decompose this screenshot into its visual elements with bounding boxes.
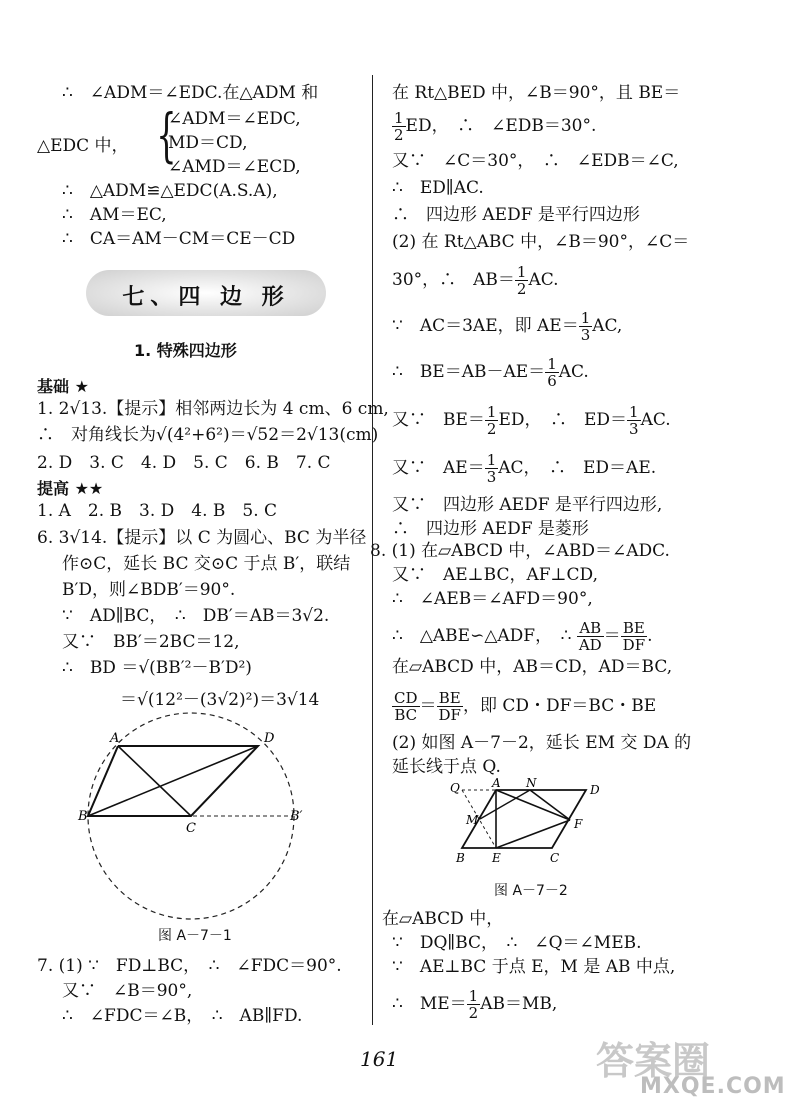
proof-line: MD＝CD,: [168, 133, 248, 153]
answer-line: 作⊙C，延长 BC 交⊙C 于点 B′，联结: [62, 554, 351, 574]
chapter-title: 七、四 边 形: [122, 285, 290, 310]
watermark-url: MXQE.COM: [640, 1074, 786, 1099]
chapter-banner: [86, 270, 326, 316]
level-basic: 基础 ★: [37, 377, 89, 396]
label-f: F: [574, 817, 583, 831]
label-n: N: [526, 776, 537, 790]
proof-line: ∠AMD＝∠ECD,: [168, 157, 301, 177]
answer-line: 1. A 2. B 3. D 4. B 5. C: [37, 501, 278, 521]
label-e: E: [492, 851, 501, 865]
proof-line: ∴ ∠ADM＝∠EDC.在△ADM 和: [62, 83, 319, 103]
answer-line: 又∵ AE⊥BC，AF⊥CD,: [392, 565, 598, 585]
answer-line: 又∵ 四边形 AEDF 是平行四边形,: [392, 495, 663, 515]
answer-line: ∴ 四边形 AEDF 是平行四边形: [392, 205, 640, 225]
answer-line: $\frac{1}{2}$ ED， ∴ ∠EDB＝30°.: [394, 109, 597, 144]
proof-line: ∴ AM＝EC,: [62, 205, 167, 225]
answer-line: ∴ BD ＝√(BB′²－B′D²): [62, 658, 252, 678]
answer-line: ＝√(12²－(3√2)²)＝3√14: [120, 690, 320, 710]
label-q: Q: [450, 781, 460, 795]
watermark-logo: 答案圈: [596, 1039, 711, 1083]
answer-line: ∴ △ABE∽△ADF， ∴ $\frac{AB}{AD}$ ＝ $\frac{BE}{DF}$ .: [392, 619, 653, 654]
line-ef: [496, 820, 570, 848]
figure-a-7-1: [78, 728, 310, 928]
diagonal-ac: [118, 746, 191, 816]
label-c: C: [186, 821, 196, 836]
answer-line: 又∵ BE＝ $\frac{1}{2}$ ED， ∴ ED＝ $\frac{1}{3}$ AC.: [392, 403, 671, 438]
answer-line: B′D，则∠BDB′＝90°.: [62, 580, 236, 600]
label-a: A: [492, 776, 501, 790]
answer-line: 在▱ABCD 中，AB＝CD，AD＝BC,: [392, 657, 673, 677]
answer-line: 2. D 3. C 4. D 5. C 6. B 7. C: [37, 453, 331, 473]
label-a: A: [110, 731, 120, 746]
answer-line: 又∵ ∠B＝90°,: [62, 981, 193, 1001]
label-b: B: [456, 851, 465, 865]
answer-line: ∴ ED∥AC.: [392, 178, 484, 198]
proof-line: ∴ △ADM≌△EDC(A.S.A),: [62, 181, 278, 201]
page-number: 161: [360, 1047, 399, 1071]
answer-line: ∵ AD∥BC， ∴ DB′＝AB＝3√2.: [62, 606, 330, 626]
system-brace: {: [156, 101, 177, 169]
label-m: M: [466, 813, 479, 827]
proof-line: △EDC 中，: [37, 136, 129, 156]
answer-line: ∴ ∠AEB＝∠AFD＝90°,: [392, 589, 593, 609]
answer-line: ∴ BE＝AB－AE＝ $\frac{1}{6}$ AC.: [392, 355, 589, 390]
line-nf: [530, 790, 570, 820]
label-b: B: [78, 809, 88, 824]
answer-line: 30°，∴ AB＝ $\frac{1}{2}$ AC.: [392, 263, 559, 298]
answer-line: 7. (1) ∵ FD⊥BC， ∴ ∠FDC＝90°.: [37, 956, 342, 976]
figure-caption: 图 A－7－1: [158, 928, 232, 944]
answer-line: 8. (1) 在▱ABCD 中，∠ABD＝∠ADC.: [370, 541, 670, 561]
answer-line: ∵ DQ∥BC， ∴ ∠Q＝∠MEB.: [392, 933, 642, 953]
answer-line: ∴ ME＝ $\frac{1}{2}$ AB＝MB,: [392, 987, 558, 1022]
answer-line: 又∵ ∠C＝30°， ∴ ∠EDB＝∠C,: [392, 151, 679, 171]
label-b-prime: B′: [290, 809, 303, 824]
answer-line: 在▱ABCD 中，: [382, 909, 504, 929]
figure-caption: 图 A－7－2: [494, 883, 568, 899]
answer-line: 延长线于点 Q.: [392, 757, 501, 777]
answer-line: 在 Rt△BED 中，∠B＝90°，且 BE＝: [392, 83, 681, 103]
answer-line: ∴ ∠FDC＝∠B， ∴ AB∥FD.: [62, 1006, 303, 1026]
proof-line: ∠ADM＝∠EDC,: [168, 109, 301, 129]
answer-line: 又∵ BB′＝2BC＝12,: [62, 632, 240, 652]
section-title: 1. 特殊四边形: [134, 341, 237, 360]
answer-line: 6. 3√14.【提示】以 C 为圆心、BC 为半径: [37, 528, 367, 548]
level-advanced: 提高 ★★: [37, 479, 104, 498]
figure-a-7-2: [446, 776, 606, 866]
answer-line: 1. 2√13.【提示】相邻两边长为 4 cm、6 cm,: [37, 399, 389, 419]
answer-line: $\frac{CD}{BC}$ ＝ $\frac{BE}{DF}$ ，即 CD・DF＝BC・BE: [394, 689, 657, 724]
answer-line: 又∵ AE＝ $\frac{1}{3}$ AC， ∴ ED＝AE.: [392, 451, 657, 486]
answer-line: ∴ 对角线长为√(4²+6²)＝√52＝2√13(cm): [37, 425, 379, 445]
label-c: C: [550, 851, 560, 865]
proof-line: ∴ CA＝AM－CM＝CE－CD: [62, 229, 296, 249]
line-af: [496, 790, 570, 820]
answer-line: (2) 在 Rt△ABC 中，∠B＝90°，∠C＝: [392, 232, 690, 252]
label-d: D: [590, 783, 600, 797]
answer-line: ∵ AC＝3AE，即 AE＝ $\frac{1}{3}$ AC,: [392, 309, 623, 344]
answer-line: ∴ 四边形 AEDF 是菱形: [392, 519, 589, 539]
answer-line: ∵ AE⊥BC 于点 E，M 是 AB 中点,: [392, 957, 676, 977]
answer-line: (2) 如图 A－7－2，延长 EM 交 DA 的: [392, 733, 692, 753]
label-d: D: [264, 731, 275, 746]
